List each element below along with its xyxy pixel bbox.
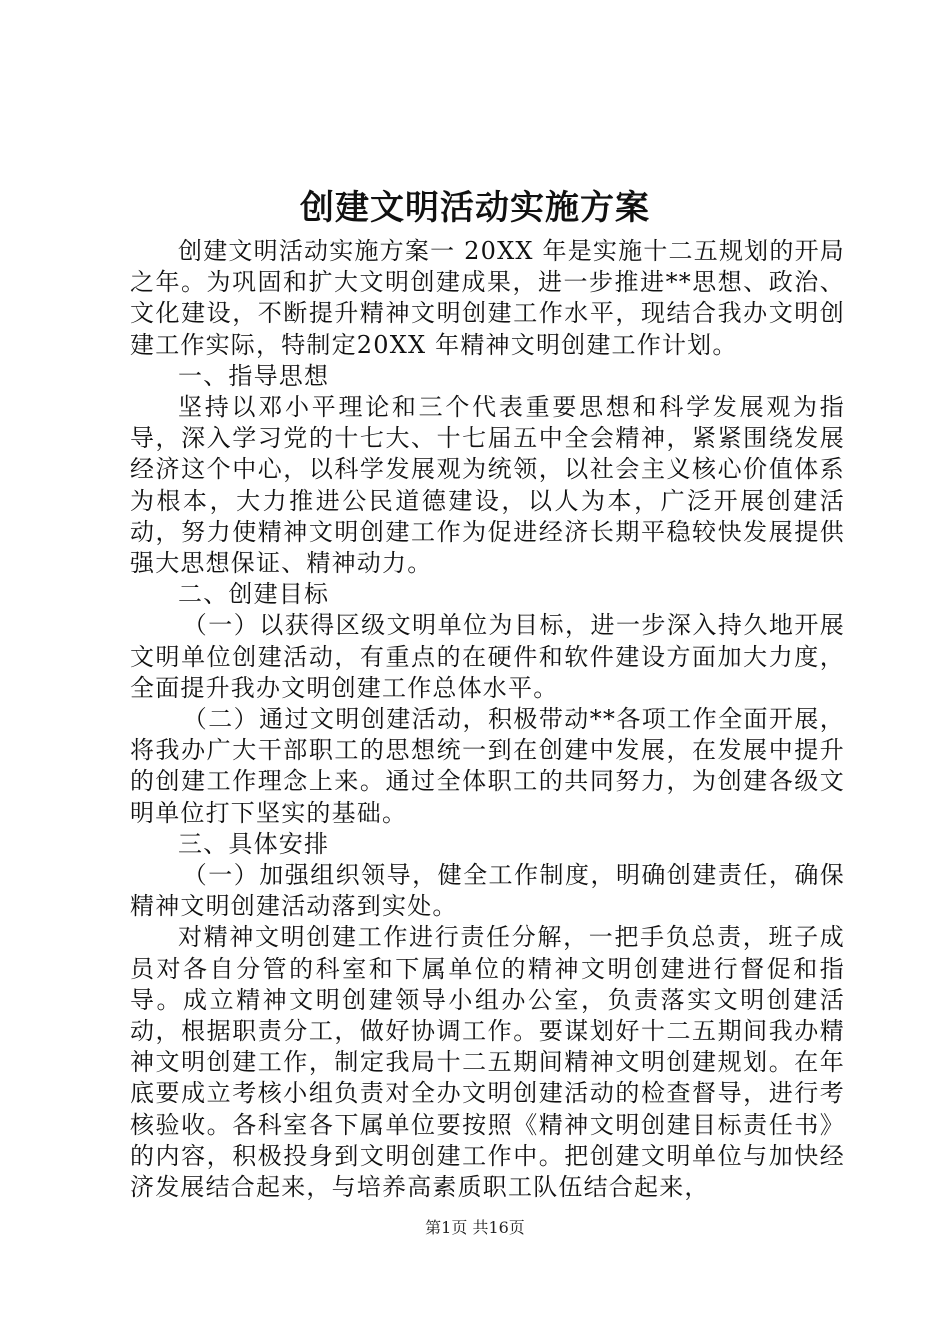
section-heading-arrangements: 三、具体安排 (178, 829, 330, 858)
page-number-footer: 第1页 共16页 (425, 1218, 525, 1237)
goal-item-2: （二）通过文明创建活动，积极带动**各项工作全面开展，将我办广大干部职工的思想统一到在创建中发展，在发展中提升的创建工作理念上来。通过全体职工的共同努力，为创建各级文明单位打下坚实的基础。 (130, 705, 845, 827)
section-heading-goals: 二、创建目标 (178, 580, 330, 609)
goal-item-1: （一）以获得区级文明单位为目标，进一步深入持久地开展文明单位创建活动，有重点的在硬件和软件建设方面加大力度，全面提升我办文明创建工作总体水平。 (130, 611, 845, 702)
arrangement-detail-paragraph: 对精神文明创建工作进行责任分解，一把手负总责，班子成员对各自分管的科室和下属单位的精神文明创建进行督促和指导。成立精神文明创建领导小组办公室，负责落实文明创建活动，根据职责分工，做好协调工作。要谋划好十二五期间我办精神文明创建工作，制定我局十二五期间精神文明创建规划。在年底要成立考核小组负责对全办文明创建活动的检查督导，进行考核验收。各科室各下属单位要按照《精神文明创建目标责任书》的内容，积极投身到文明创建工作中。把创建文明单位与加快经济发展结合起来，与培养高素质职工队伍结合起来， (130, 923, 845, 1202)
document-body (130, 236, 845, 1203)
document-title: 创建文明活动实施方案 (300, 188, 650, 228)
arrangement-item-1: （一）加强组织领导，健全工作制度，明确创建责任，确保精神文明创建活动落到实处。 (130, 861, 845, 921)
section-heading-guiding-thought: 一、指导思想 (178, 361, 330, 390)
intro-paragraph: 创建文明活动实施方案一 20XX 年是实施十二五规划的开局之年。为巩固和扩大文明创建成果，进一步推进**思想、政治、文化建设，不断提升精神文明创建工作水平，现结合我办文明创建工作实际，特制定20XX 年精神文明创建工作计划。 (130, 237, 845, 359)
guiding-thought-paragraph: 坚持以邓小平理论和三个代表重要思想和科学发展观为指导，深入学习党的十七大、十七届五中全会精神，紧紧围绕发展经济这个中心，以科学发展观为统领，以社会主义核心价值体系为根本，大力推进公民道德建设，以人为本，广泛开展创建活动，努力使精神文明创建工作为促进经济长期平稳较快发展提供强大思想保证、精神动力。 (130, 393, 845, 578)
